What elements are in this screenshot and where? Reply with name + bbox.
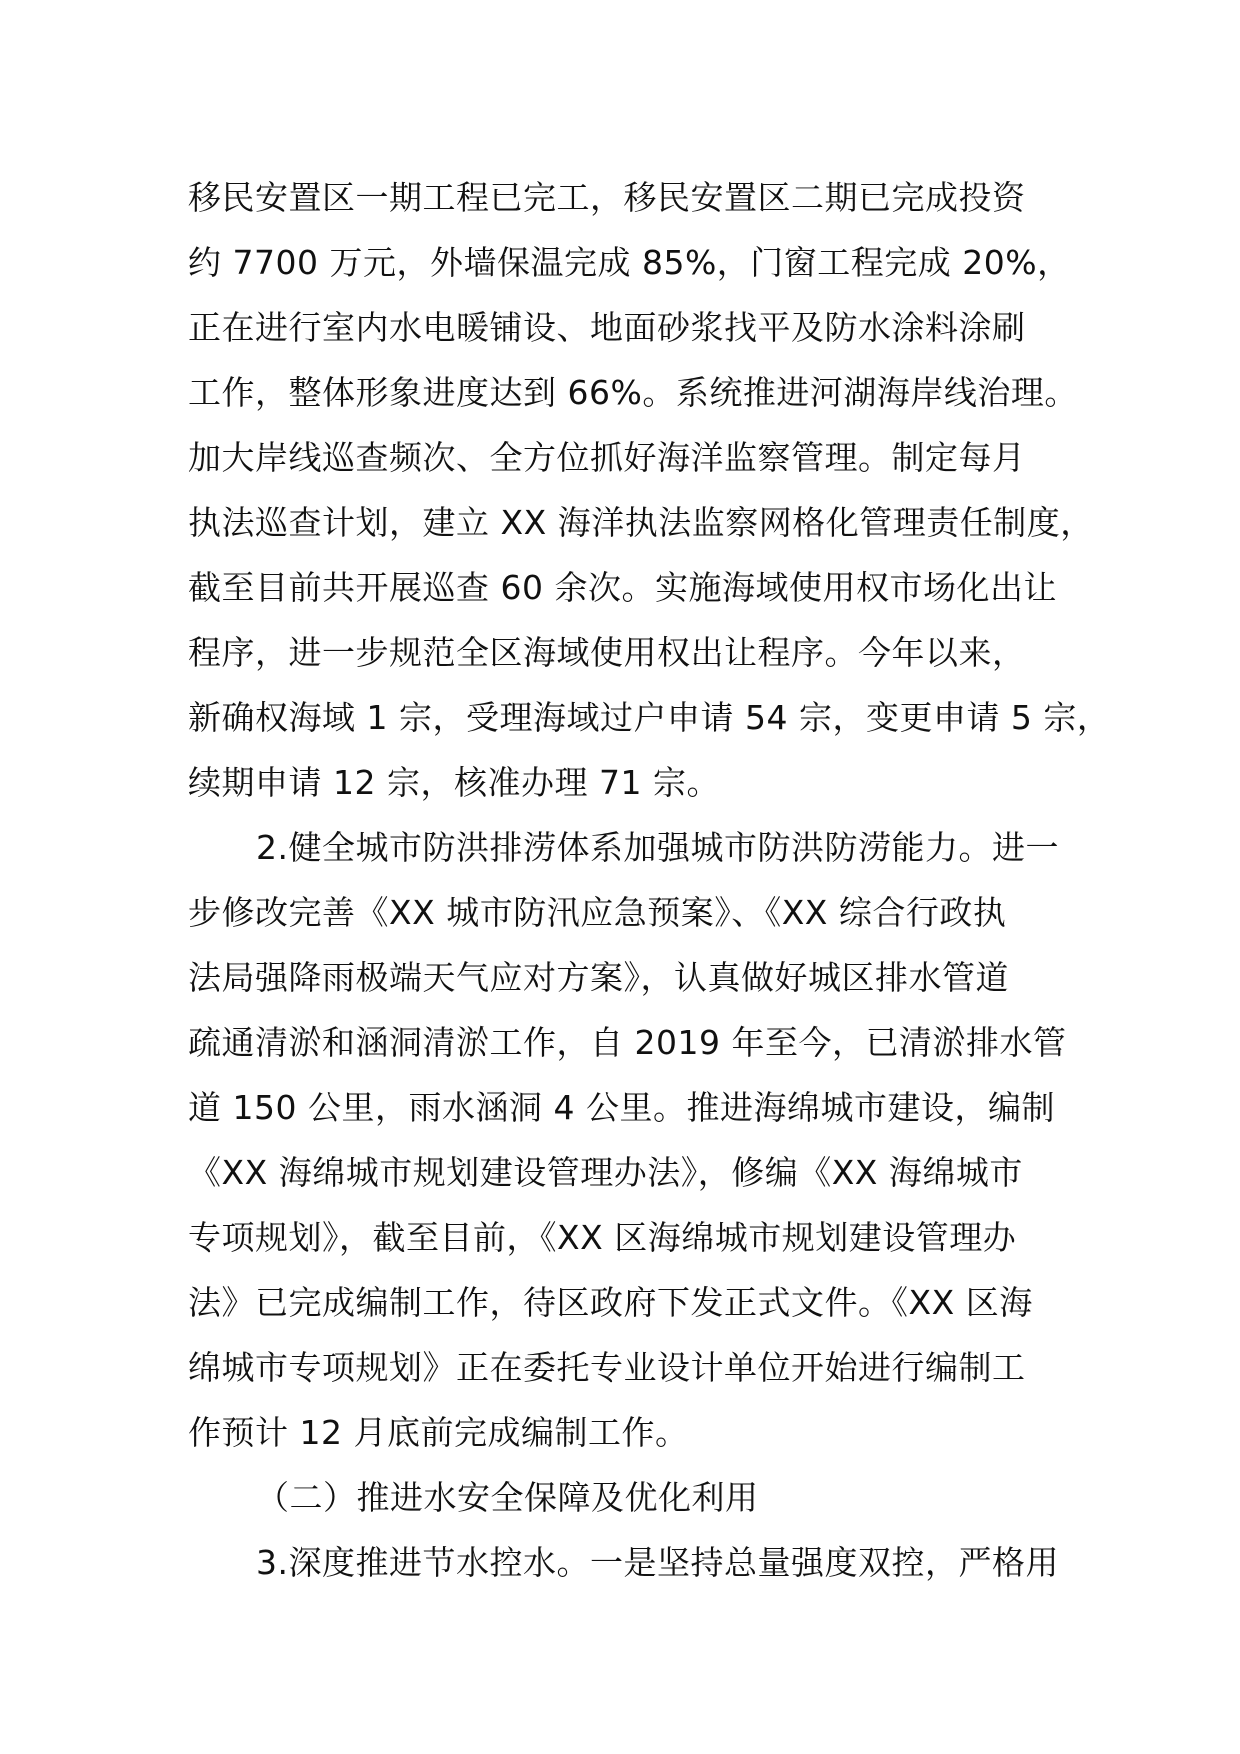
- text-line: 续期申请 12 宗，核准办理 71 宗。: [188, 763, 720, 802]
- text-line: 程序，进一步规范全区海域使用权出让程序。今年以来，: [188, 633, 1026, 672]
- text-line: 绵城市专项规划》正在委托专业设计单位开始进行编制工: [188, 1348, 1026, 1387]
- paragraph-start-line: 3.深度推进节水控水。一是坚持总量强度双控，严格用: [256, 1543, 1059, 1582]
- text-line: 工作，整体形象进度达到 66%。系统推进河湖海岸线治理。: [188, 373, 1078, 412]
- text-line: 执法巡查计划，建立 XX 海洋执法监察网格化管理责任制度，: [188, 503, 1094, 542]
- text-line: 《XX 海绵城市规划建设管理办法》，修编《XX 海绵城市: [188, 1153, 1023, 1192]
- text-line: 作预计 12 月底前完成编制工作。: [188, 1413, 689, 1452]
- text-line: 正在进行室内水电暖铺设、地面砂浆找平及防水涂料涂刷: [188, 308, 1026, 347]
- paragraph-start-line: 2.健全城市防洪排涝体系加强城市防洪防涝能力。进一: [256, 828, 1059, 867]
- text-line: 截至目前共开展巡查 60 余次。实施海域使用权市场化出让: [188, 568, 1057, 607]
- document-body: [188, 165, 1111, 1595]
- text-line: 步修改完善《XX 城市防汛应急预案》、《XX 综合行政执: [188, 893, 1007, 932]
- text-line: 疏通清淤和涵洞清淤工作，自 2019 年至今，已清淤排水管: [188, 1023, 1067, 1062]
- text-line: 约 7700 万元，外墙保温完成 85%，门窗工程完成 20%，: [188, 243, 1071, 282]
- text-line: 移民安置区一期工程已完工，移民安置区二期已完成投资: [188, 178, 1026, 217]
- text-line: 专项规划》，截至目前，《XX 区海绵城市规划建设管理办: [188, 1218, 1017, 1257]
- text-line: 道 150 公里，雨水涵洞 4 公里。推进海绵城市建设，编制: [188, 1088, 1055, 1127]
- text-line: 法局强降雨极端天气应对方案》，认真做好城区排水管道: [188, 958, 1009, 997]
- text-line: 新确权海域 1 宗，受理海域过户申请 54 宗，变更申请 5 宗，: [188, 698, 1111, 737]
- section-heading: （二）推进水安全保障及优化利用: [256, 1478, 759, 1517]
- text-line: 法》已完成编制工作，待区政府下发正式文件。《XX 区海: [188, 1283, 1033, 1322]
- text-line: 加大岸线巡查频次、全方位抓好海洋监察管理。制定每月: [188, 438, 1026, 477]
